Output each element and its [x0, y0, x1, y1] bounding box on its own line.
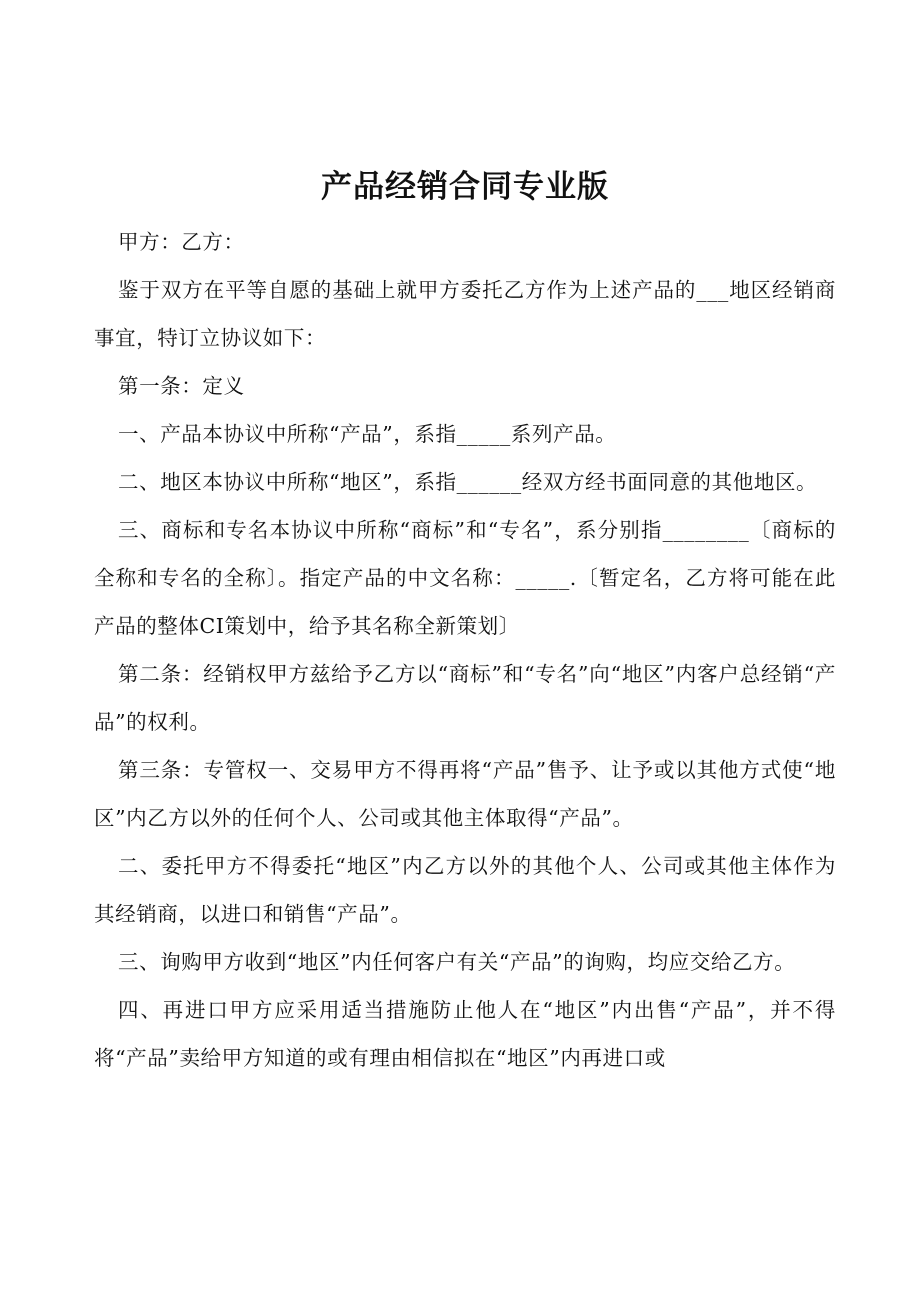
paragraph-region-definition: 二、地区本协议中所称“地区”，系指______经双方经书面同意的其他地区。: [118, 470, 818, 494]
paragraph-article-3-inquiry: 三、询购甲方收到“地区”内任何客户有关“产品”的询购，均应交给乙方。: [118, 950, 796, 974]
contract-page: [94, 160, 836, 1082]
paragraph-trademark-definition: 三、商标和专名本协议中所称“商标”和“专名”，系分别指________〔商标的全称和专名的全称〕。指定产品的中文名称：_____.〔暂定名，乙方将可能在此产品的整体CI策划中，给予其名称全新策划〕: [94, 518, 836, 638]
document-title: 产品经销合同专业版: [321, 169, 609, 205]
paragraph-article-3-reimport: 四、再进口甲方应采用适当措施防止他人在“地区”内出售“产品”，并不得将“产品”卖给甲方知道的或有理由相信拟在“地区”内再进口或: [94, 998, 836, 1070]
paragraph-parties: 甲方：乙方：: [118, 230, 245, 254]
paragraph-product-definition: 一、产品本协议中所称“产品”，系指_____系列产品。: [118, 422, 617, 446]
paragraph-article-3-entrust: 二、委托甲方不得委托“地区”内乙方以外的其他个人、公司或其他主体作为其经销商，以进口和销售“产品”。: [94, 854, 836, 926]
paragraph-article-1-heading: 第一条：定义: [118, 374, 245, 398]
paragraph-article-2: 第二条：经销权甲方兹给予乙方以“商标”和“专名”向“地区”内客户总经销“产品”的权利。: [94, 662, 836, 734]
paragraph-article-3-trade: 第三条：专管权一、交易甲方不得再将“产品”售予、让予或以其他方式使“地区”内乙方以外的任何个人、公司或其他主体取得“产品”。: [94, 758, 836, 830]
paragraph-preamble: 鉴于双方在平等自愿的基础上就甲方委托乙方作为上述产品的___地区经销商事宜，特订立协议如下：: [94, 278, 836, 350]
